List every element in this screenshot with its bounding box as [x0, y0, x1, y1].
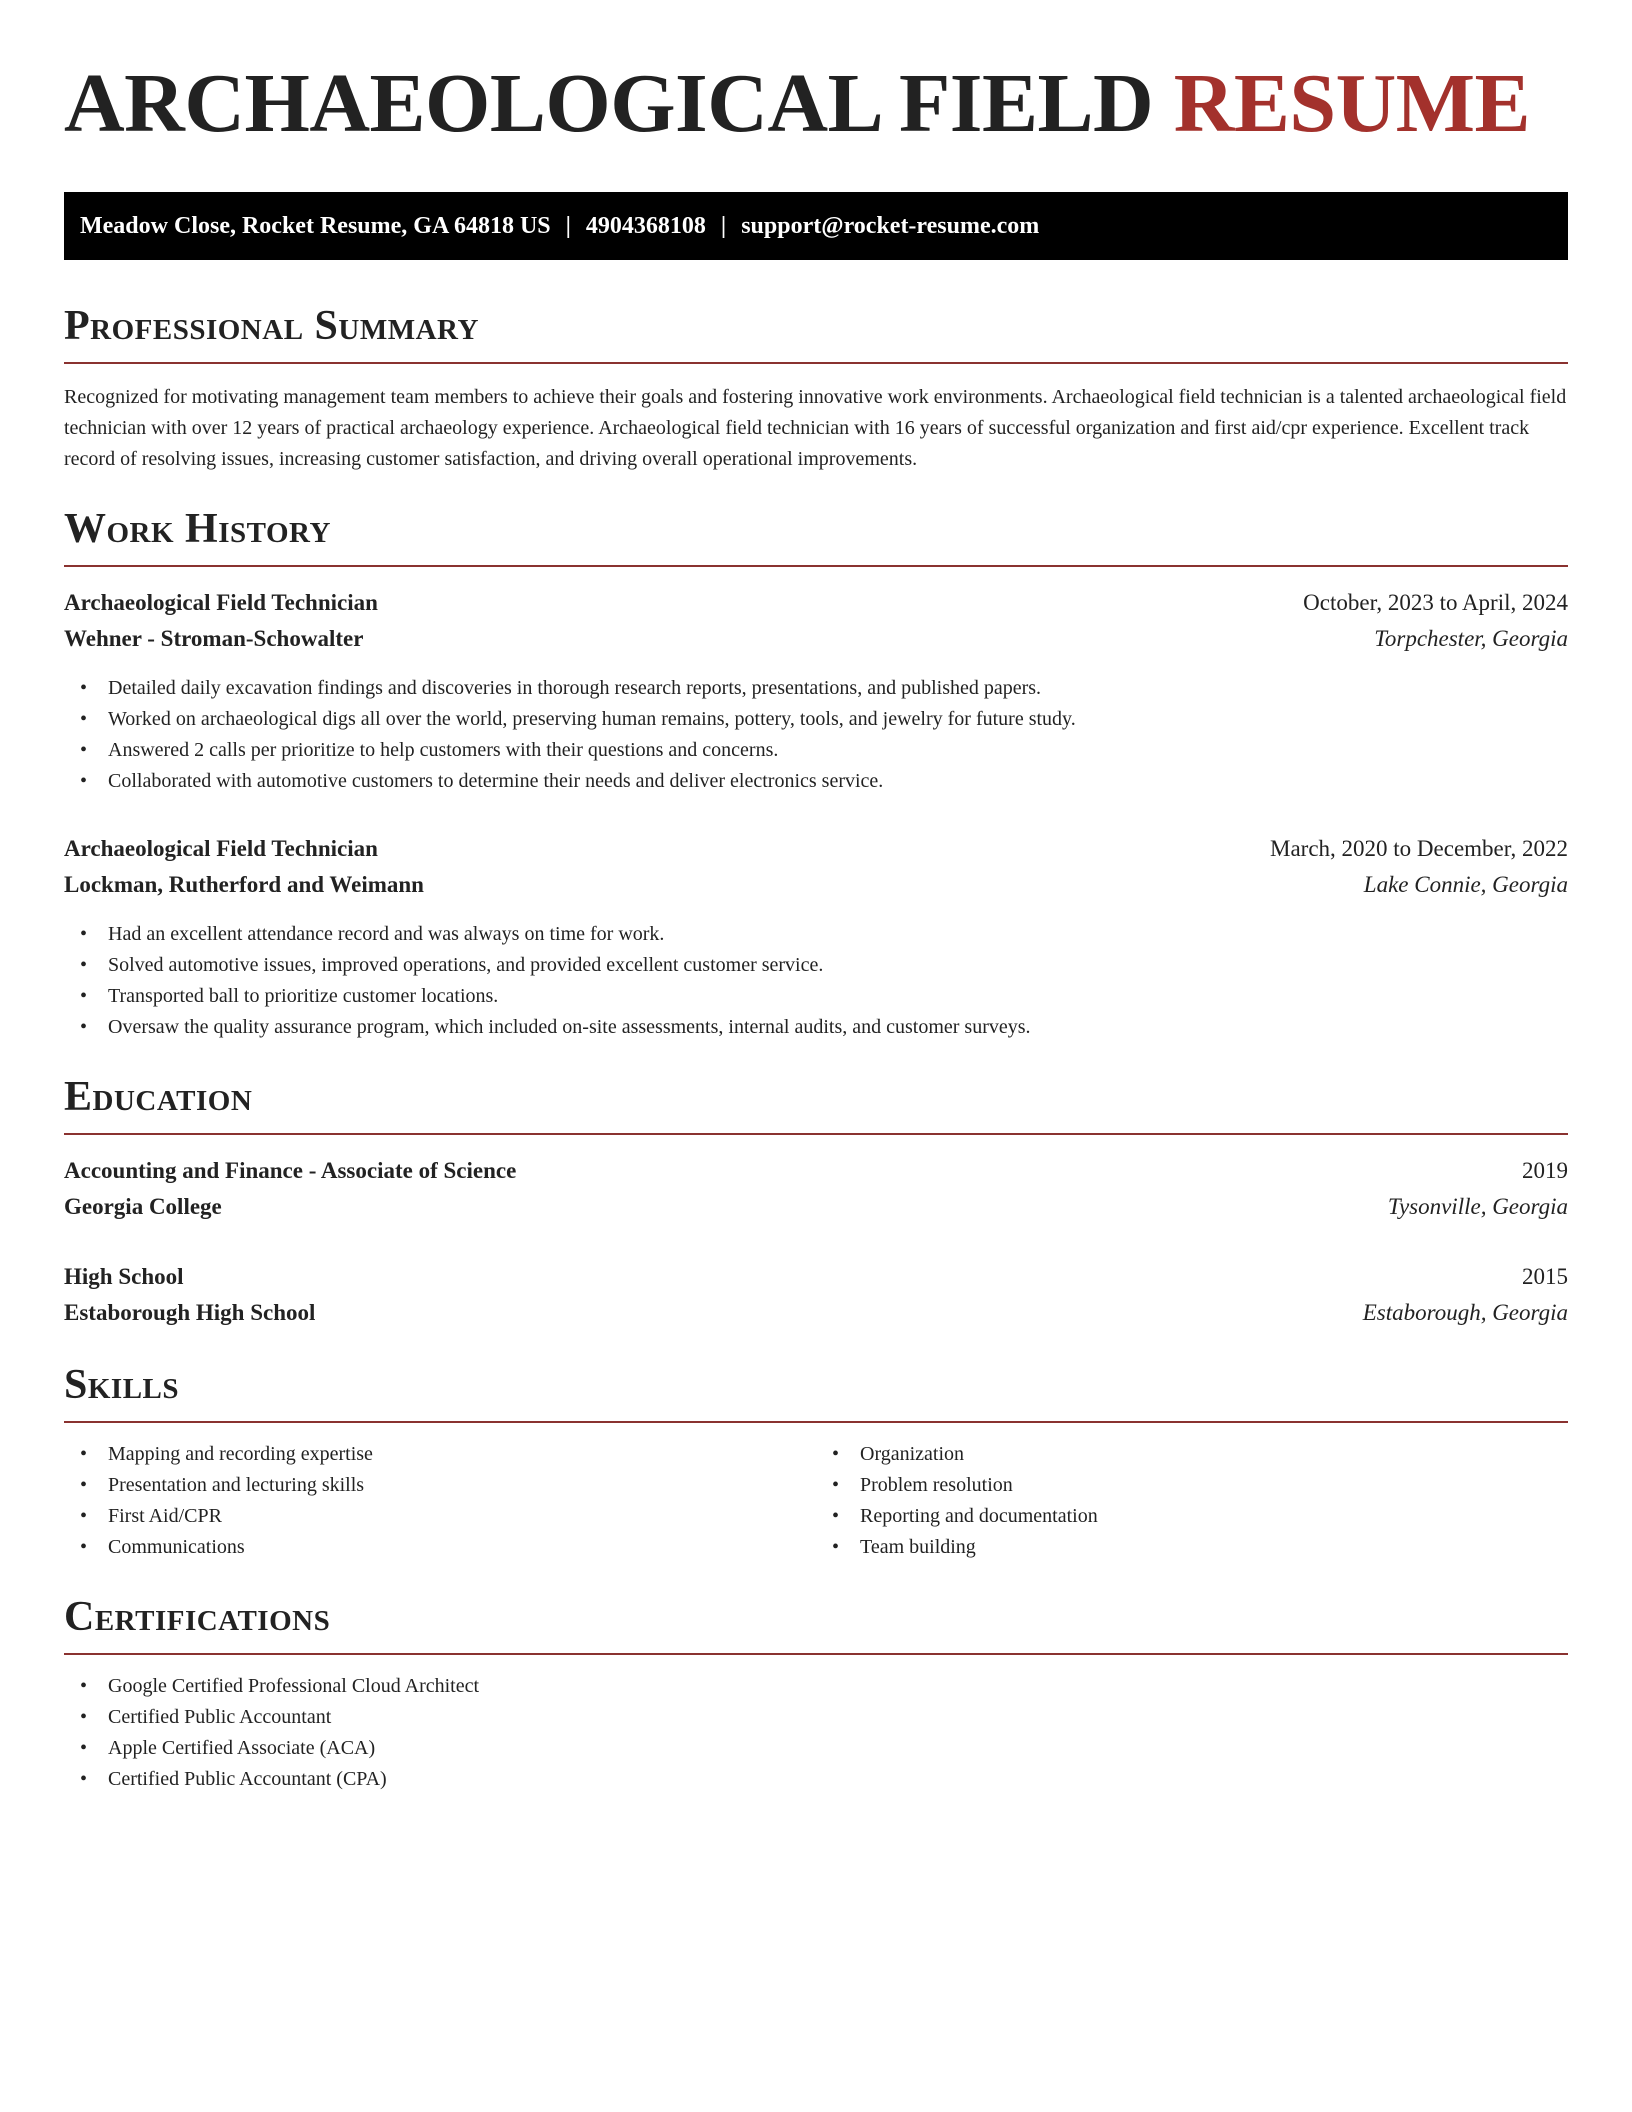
education-location: Estaborough, Georgia: [1362, 1300, 1568, 1325]
contact-bar: [64, 192, 1568, 260]
job-location: Lake Connie, Georgia: [1363, 872, 1568, 897]
bullet-text: Oversaw the quality assurance program, which included on-site assessments, internal audits, and customer surveys.: [108, 1016, 1031, 1038]
education-school-row: [64, 1295, 1568, 1331]
certification-text: Certified Public Accountant: [108, 1706, 332, 1728]
education-location: Tysonville, Georgia: [1387, 1194, 1568, 1219]
bullet-icon: •: [832, 1474, 840, 1496]
section-heading-skills: Skills: [64, 1362, 180, 1408]
list-item: [64, 704, 1568, 735]
contact-email: support@rocket-resume.com: [741, 212, 1040, 239]
job-location: Torpchester, Georgia: [1374, 626, 1568, 651]
skills-section: [64, 1361, 1568, 1563]
bullet-icon: •: [80, 708, 88, 730]
bullet-icon: •: [80, 1474, 88, 1496]
job-dates: March, 2020 to December, 2022: [1270, 836, 1568, 861]
education-year: 2015: [1522, 1264, 1568, 1289]
education-school: Estaborough High School: [64, 1300, 316, 1325]
education-entry: [64, 1153, 1568, 1225]
bullet-icon: •: [80, 923, 88, 945]
skills-list-left: [64, 1439, 816, 1563]
section-divider: [64, 565, 1568, 567]
list-item: [816, 1439, 1568, 1470]
list-item: [64, 1702, 1568, 1733]
list-item: [64, 1470, 816, 1501]
certifications-list: [64, 1671, 1568, 1795]
education-degree: Accounting and Finance - Associate of Science: [64, 1158, 517, 1183]
job-company: Wehner - Stroman-Schowalter: [64, 626, 364, 651]
skill-text: Presentation and lecturing skills: [108, 1474, 365, 1496]
bullet-icon: •: [80, 1016, 88, 1038]
job-dates: October, 2023 to April, 2024: [1303, 590, 1568, 615]
list-item: [816, 1532, 1568, 1563]
list-item: [64, 1012, 1568, 1043]
list-item: [816, 1501, 1568, 1532]
certification-text: Google Certified Professional Cloud Architect: [108, 1675, 480, 1697]
list-item: [64, 981, 1568, 1012]
education-degree: High School: [64, 1264, 184, 1289]
education-year: 2019: [1522, 1158, 1568, 1183]
list-item: [64, 1764, 1568, 1795]
skill-text: Communications: [108, 1536, 245, 1558]
section-divider: [64, 362, 1568, 364]
education-school-row: [64, 1189, 1568, 1225]
list-item: [64, 1671, 1568, 1702]
job-company-row: [64, 621, 1568, 657]
section-heading-education: Education: [64, 1074, 253, 1120]
education-header-row: [64, 1153, 1568, 1189]
job-company-row: [64, 867, 1568, 903]
skills-columns: [64, 1439, 1568, 1563]
list-item: [64, 735, 1568, 766]
job-title: Archaeological Field Technician: [64, 836, 378, 861]
skill-text: Team building: [860, 1536, 976, 1558]
list-item: [64, 950, 1568, 981]
section-divider: [64, 1653, 1568, 1655]
bullet-icon: •: [80, 985, 88, 1007]
bullet-icon: •: [80, 1768, 88, 1790]
list-item: [64, 1532, 816, 1563]
section-divider: [64, 1133, 1568, 1135]
title-accent: RESUME: [1173, 57, 1531, 150]
list-item: [64, 919, 1568, 950]
bullet-text: Worked on archaeological digs all over the world, preserving human remains, pottery, tools, and jewelry for future study.: [108, 708, 1076, 730]
list-item: [64, 1733, 1568, 1764]
bullet-icon: •: [80, 739, 88, 761]
list-item: [64, 1439, 816, 1470]
bullet-icon: •: [832, 1505, 840, 1527]
job-title: Archaeological Field Technician: [64, 590, 378, 615]
summary-section: [64, 302, 1568, 475]
section-heading-certifications: Certifications: [64, 1594, 331, 1640]
section-divider: [64, 1421, 1568, 1423]
skill-text: First Aid/CPR: [108, 1505, 222, 1527]
list-item: [64, 673, 1568, 704]
education-header-row: [64, 1259, 1568, 1295]
list-item: [64, 766, 1568, 797]
bullet-icon: •: [832, 1443, 840, 1465]
bullet-icon: •: [80, 1443, 88, 1465]
job-header-row: [64, 585, 1568, 621]
job-entry: [64, 585, 1568, 797]
education-school: Georgia College: [64, 1194, 222, 1219]
title-main: ARCHAEOLOGICAL FIELD: [64, 57, 1154, 150]
bullet-text: Transported ball to prioritize customer locations.: [108, 985, 499, 1007]
bullet-text: Had an excellent attendance record and was always on time for work.: [108, 923, 665, 945]
skill-text: Reporting and documentation: [860, 1505, 1098, 1527]
section-heading-work-history: Work History: [64, 506, 331, 552]
contact-separator: |: [720, 212, 727, 239]
bullet-icon: •: [80, 1737, 88, 1759]
bullet-icon: •: [80, 770, 88, 792]
certification-text: Certified Public Accountant (CPA): [108, 1768, 387, 1790]
bullet-icon: •: [80, 954, 88, 976]
resume-title: [64, 56, 1568, 152]
skill-text: Organization: [860, 1443, 965, 1465]
list-item: [816, 1470, 1568, 1501]
bullet-icon: •: [80, 1505, 88, 1527]
skills-list-right: [816, 1439, 1568, 1563]
work-history-section: [64, 505, 1568, 1043]
job-header-row: [64, 831, 1568, 867]
bullet-text: Detailed daily excavation findings and discoveries in thorough research reports, presentations, and published papers.: [108, 677, 1042, 699]
job-company: Lockman, Rutherford and Weimann: [64, 872, 424, 897]
job-bullets: [64, 919, 1568, 1043]
job-bullets: [64, 673, 1568, 797]
certifications-section: [64, 1593, 1568, 1795]
contact-separator: |: [565, 212, 571, 239]
bullet-icon: •: [80, 677, 88, 699]
section-heading-summary: Professional Summary: [64, 303, 479, 349]
education-section: [64, 1073, 1568, 1331]
bullet-text: Collaborated with automotive customers to determine their needs and deliver electronics service.: [108, 770, 884, 792]
job-entry: [64, 831, 1568, 1043]
bullet-text: Solved automotive issues, improved operations, and provided excellent customer service.: [108, 954, 824, 976]
bullet-icon: •: [832, 1536, 840, 1558]
bullet-text: Answered 2 calls per prioritize to help customers with their questions and concerns.: [108, 739, 779, 761]
skill-text: Problem resolution: [860, 1474, 1013, 1496]
certification-text: Apple Certified Associate (ACA): [108, 1737, 376, 1759]
summary-text: Recognized for motivating management team members to achieve their goals and fostering innovative work environments. Archaeological field technician is a talented archaeological field technician with over 12 years of practical archaeology experience. Archaeological field technician with 16 years of successful organization and first aid/cpr experience. Excellent track record of resolving issues, increasing customer satisfaction, and driving overall operational improvements.: [64, 386, 1567, 470]
contact-phone: 4904368108: [585, 212, 706, 239]
skill-text: Mapping and recording expertise: [108, 1443, 373, 1465]
contact-address: Meadow Close, Rocket Resume, GA 64818 US: [80, 212, 551, 239]
bullet-icon: •: [80, 1675, 88, 1697]
bullet-icon: •: [80, 1706, 88, 1728]
education-entry: [64, 1259, 1568, 1331]
list-item: [64, 1501, 816, 1532]
bullet-icon: •: [80, 1536, 88, 1558]
